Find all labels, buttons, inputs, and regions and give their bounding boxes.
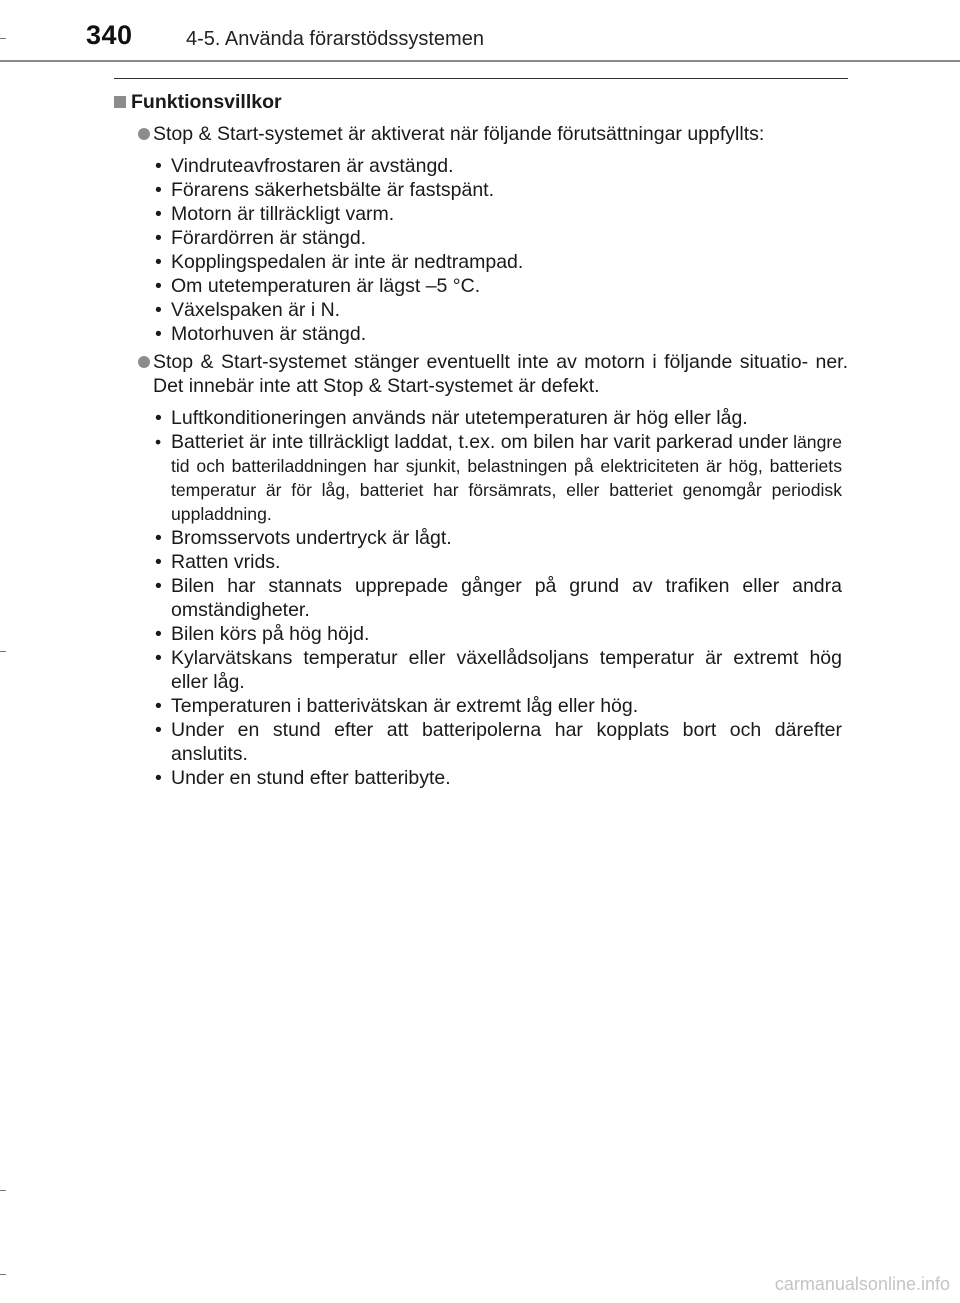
- paragraph-text: Stop & Start-systemet är aktiverat när följande förutsättningar uppfyllts:: [153, 123, 765, 145]
- conditions-list: [114, 154, 848, 346]
- crop-mark: [0, 38, 6, 39]
- list-item: • Under en stund efter att batteripolerna har kopplats bort och därefter anslutits.: [171, 718, 842, 766]
- list-item: • Förardörren är stängd.: [171, 226, 842, 250]
- section-heading: [114, 90, 848, 114]
- crop-mark: [0, 1190, 6, 1191]
- list-item: • Temperaturen i batterivätskan är extremt låg eller hög.: [171, 694, 842, 718]
- list-item: • Motorn är tillräckligt varm.: [171, 202, 842, 226]
- list-item: [171, 430, 842, 526]
- heading-text: Funktionsvillkor: [131, 91, 282, 113]
- list-item: • Bromsservots undertryck är lågt.: [171, 526, 842, 550]
- section-title: 4-5. Använda förarstödssystemen: [186, 28, 484, 50]
- page-content: [114, 90, 848, 794]
- crop-mark: [0, 1274, 6, 1275]
- list-item: • Under en stund efter batteribyte.: [171, 766, 842, 790]
- crop-mark: [0, 651, 6, 652]
- list-item: • Motorhuven är stängd.: [171, 322, 842, 346]
- list-item: • Växelspaken är i N.: [171, 298, 842, 322]
- list-item: • Luftkonditioneringen används när utetemperaturen är hög eller låg.: [171, 406, 842, 430]
- list-item: • Bilen körs på hög höjd.: [171, 622, 842, 646]
- list-item: • Om utetemperaturen är lägst –5 °C.: [171, 274, 842, 298]
- watermark-logo: carmanualsonline.info: [774, 1274, 950, 1294]
- list-item: • Ratten vrids.: [171, 550, 842, 574]
- exceptions-list: [114, 406, 848, 790]
- header-divider: [0, 60, 960, 62]
- list-item: • Kylarvätskans temperatur eller växellådsoljans temperatur är extremt hög eller låg.: [171, 646, 842, 694]
- list-item: • Bilen har stannats upprepade gånger på grund av trafiken eller andra omständigheter.: [171, 574, 842, 622]
- list-item-text: Batteriet är inte tillräckligt laddat, t.ex. om bilen har varit parkerad under: [171, 431, 789, 453]
- paragraph-conditions: [114, 122, 848, 146]
- page-number: 340: [86, 20, 133, 50]
- list-item: • Kopplingspedalen är inte är nedtrampad.: [171, 250, 842, 274]
- list-item: • Vindruteavfrostaren är avstängd.: [171, 154, 842, 178]
- square-bullet-icon: [114, 96, 126, 108]
- circle-bullet-icon: [138, 356, 150, 368]
- circle-bullet-icon: [138, 128, 150, 140]
- list-item-text-continued: längre tid och batteriladdningen har sjunkit, belastningen på elektriciteten är hög, batteriets temperatur är för låg, batteriet har försämrats, eller batteriet genomgår periodisk uppladdning.: [171, 432, 843, 524]
- paragraph-exceptions: [114, 350, 848, 398]
- paragraph-text: Stop & Start-systemet stänger eventuellt inte av motorn i följande situatio- ner. Det innebär inte att Stop & Start-systemet är defekt.: [153, 351, 848, 397]
- content-top-rule: [114, 78, 848, 79]
- page-header: [0, 0, 960, 62]
- list-item: • Förarens säkerhetsbälte är fastspänt.: [171, 178, 842, 202]
